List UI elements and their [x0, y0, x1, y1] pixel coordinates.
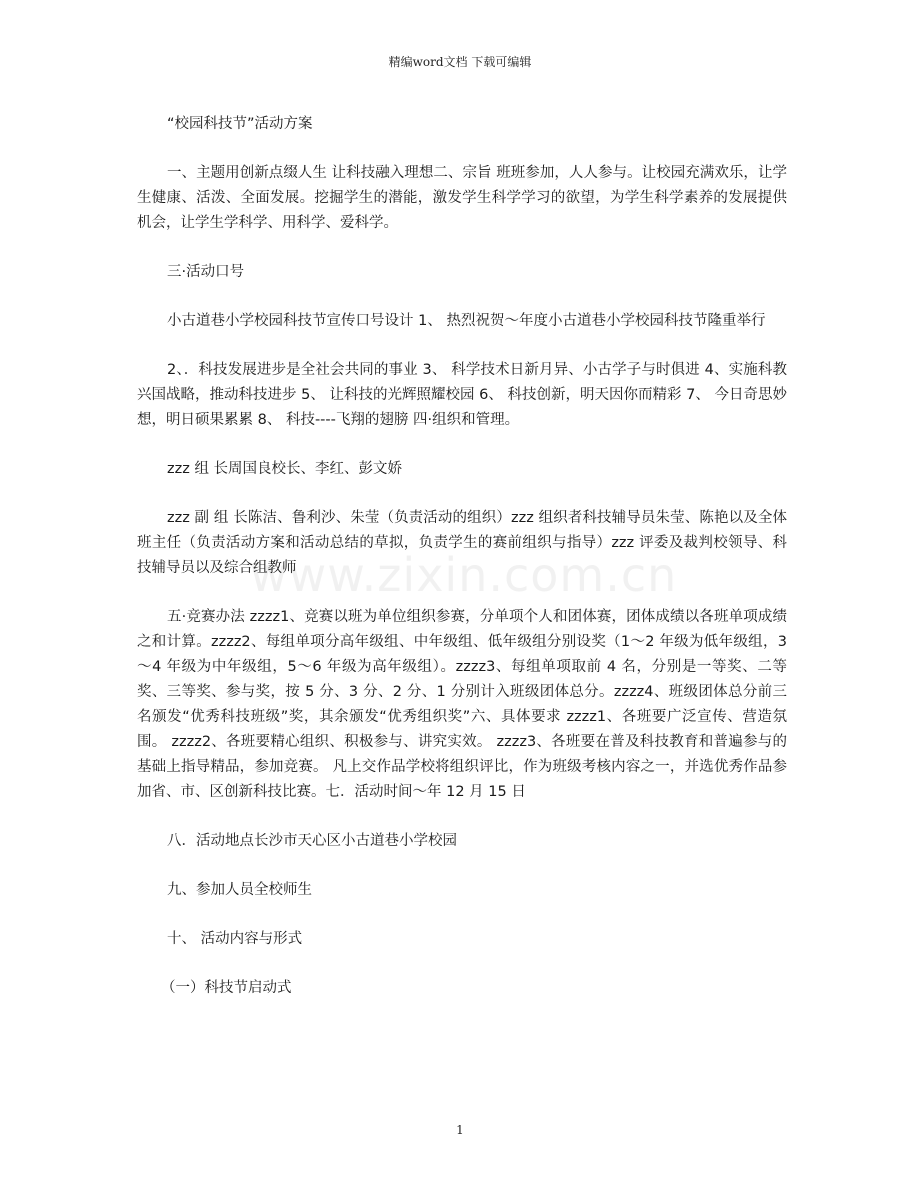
document-body	[137, 112, 787, 1025]
document-title: “校园科技节”活动方案	[167, 116, 313, 132]
page-number: 1	[456, 1123, 464, 1137]
paragraph-organizers: zzz 副 组 长陈洁、鲁利沙、朱莹（负责活动的组织）zzz 组织者科技辅导员朱莹、陈艳以及全体班主任（负责活动方案和活动总结的草拟，负责学生的赛前组织与指导）zzz 评委及裁判校领导、科技辅导员以及综合组教师	[137, 510, 787, 576]
paragraph-location: 八．活动地点长沙市天心区小古道巷小学校园	[167, 833, 457, 849]
page-header: 精编word文档 下载可编辑	[388, 55, 532, 69]
paragraph-group-leader: zzz 组 长周国良校长、李红、彭文娇	[167, 461, 403, 477]
paragraph-slogan-heading: 三·活动口号	[167, 264, 245, 280]
paragraph-slogans-list: 2、．科技发展进步是全社会共同的事业 3、 科学技术日新月异、小古学子与时俱进 4、实施科教兴国战略，推动科技进步 5、 让科技的光辉照耀校园 6、 科技创新，明天因你而精彩 7、 今日奇思妙想，明日硕果累累 8、 科技----飞翔的翅膀 四·组织和管理。	[137, 362, 787, 428]
watermark: www.zixin.com.cn	[250, 548, 678, 602]
paragraph-content-form: 十、 活动内容与形式	[167, 931, 303, 947]
paragraph-theme-purpose: 一、主题用创新点缀人生 让科技融入理想二、宗旨 班班参加，人人参与。让校园充满欢乐，让学生健康、活泼、全面发展。挖掘学生的潜能，激发学生科学学习的欲望，为学生科学素养的发展提供机会，让学生学科学、用科学、爱科学。	[137, 165, 787, 231]
paragraph-participants: 九、参加人员全校师生	[167, 882, 312, 898]
paragraph-slogan-1: 小古道巷小学校园科技节宣传口号设计 1、 热烈祝贺～年度小古道巷小学校园科技节隆重举行	[167, 313, 766, 329]
paragraph-launch-ceremony: （一）科技节启动式	[161, 980, 292, 996]
paragraph-competition-rules: 五·竞赛办法 zzzz1、竞赛以班为单位组织参赛，分单项个人和团体赛，团体成绩以各班单项成绩之和计算。zzzz2、每组单项分高年级组、中年级组、低年级组分别设奖（1～2 年级为低年级组，3～4 年级为中年级组，5～6 年级为高年级组）。zzzz3、每组单项取前 4 名，分别是一等奖、二等奖、三等奖、参与奖，按 5 分、3 分、2 分、1 分别计入班级团体总分。zzzz4、班级团体总分前三名颁发“优秀科技班级”奖，其余颁发“优秀组织奖”六、具体要求 zzzz1、各班要广泛宣传、营造氛围。 zzzz2、各班要精心组织、积极参与、讲究实效。 zzzz3、各班要在普及科技教育和普遍参与的基础上指导精品，参加竞赛。 凡上交作品学校将组织评比，作为班级考核内容之一，并选优秀作品参加省、市、区创新科技比赛。七．活动时间～年 12 月 15 日	[137, 609, 787, 800]
